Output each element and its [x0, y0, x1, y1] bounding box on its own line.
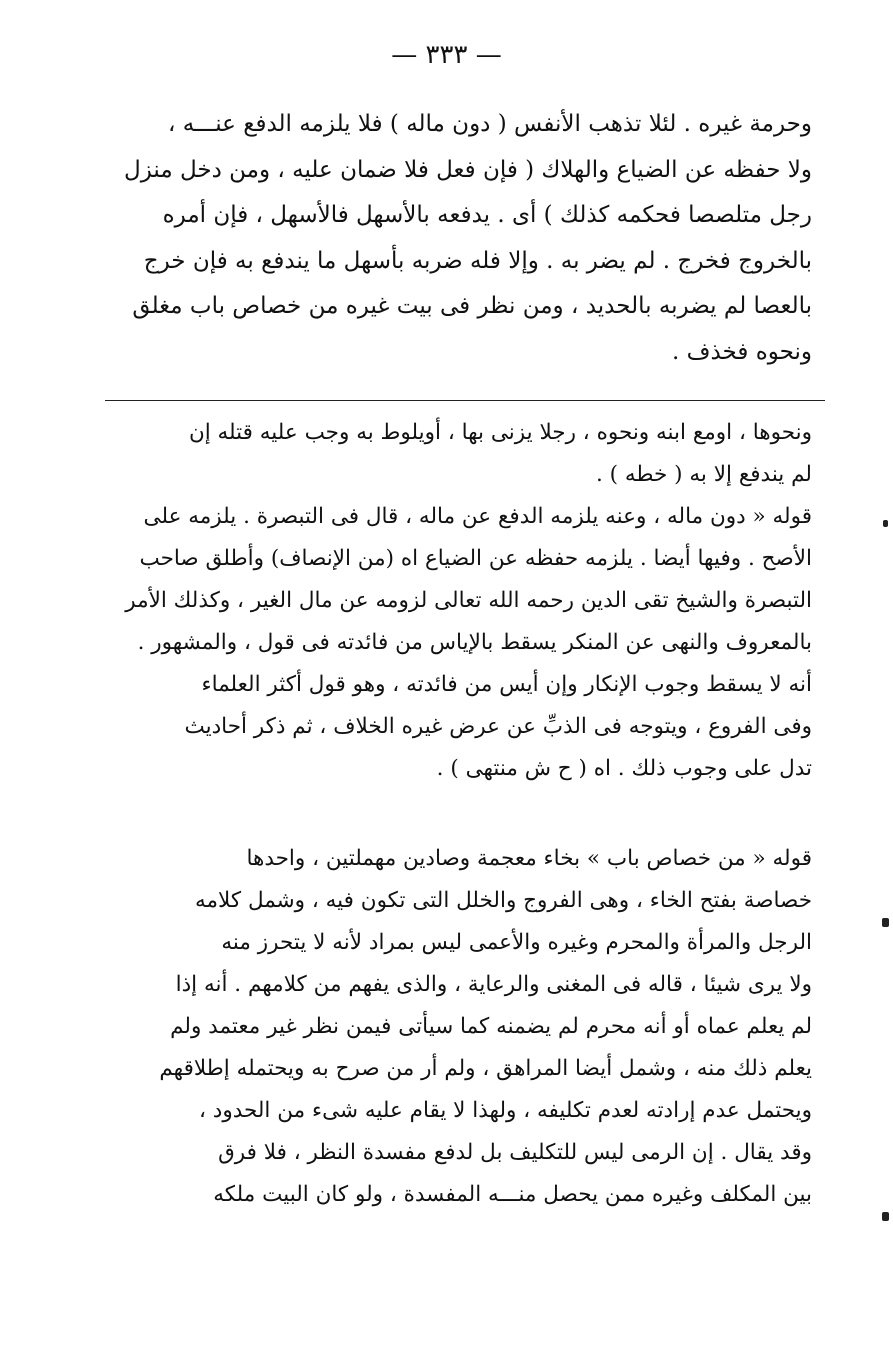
commentary-line: ونحوها ، اومع ابنه ونحوه ، رجلا يزنى بها ، أويلوط به وجب عليه قتله إن — [188, 420, 812, 445]
commentary-line: يعلم ذلك منه ، وشمل أيضا المراهق ، ولم أر من صرح به ويحتمله إطلاقهم — [159, 1056, 812, 1081]
page-number: — ٣٣٣ — — [391, 40, 502, 70]
main-text-block — [112, 102, 812, 375]
main-text-line: وحرمة غيره . لئلا تذهب الأنفس ( دون ماله ) فلا يلزمه الدفع عنـــه ، — [167, 111, 812, 137]
main-text-line: ونحوه فخذف . — [672, 338, 812, 365]
commentary-line: لم يندفع إلا به ( خطه ) . — [596, 462, 812, 487]
commentary-line: الرجل والمرأة والمحرم وغيره والأعمى ليس بمراد لأنه لا يتحرز منه — [221, 930, 812, 955]
commentary-line: بين المكلف وغيره ممن يحصل منـــه المفسدة ، ولو كان البيت ملكه — [213, 1182, 812, 1207]
commentary-paragraph-2 — [112, 496, 812, 790]
commentary-line: بالمعروف والنهى عن المنكر يسقط بالإياس من فائدته فى قول ، والمشهور . — [137, 630, 812, 655]
commentary-line: تدل على وجوب ذلك . اه ( ح ش منتهى ) . — [436, 756, 812, 781]
commentary-line: لم يعلم عماه أو أنه محرم لم يضمنه كما سيأتى فيمن نظر غير معتمد ولم — [170, 1014, 812, 1039]
main-text-line: بالخروج فخرج . لم يضر به . وإلا فله ضربه بأسهل ما يندفع به فإن خرج — [143, 247, 812, 274]
commentary-line: أنه لا يسقط وجوب الإنكار وإن أيس من فائدته ، وهو قول أكثر العلماء — [201, 672, 812, 697]
commentary-line: وقد يقال . إن الرمى ليس للتكليف بل لدفع مفسدة النظر ، فلا فرق — [218, 1140, 812, 1165]
commentary-paragraph-3 — [112, 838, 812, 1216]
commentary-line: قوله « من خصاص باب » بخاء معجمة وصادين مهملتين ، واحدها — [246, 846, 812, 871]
scan-mark — [882, 918, 889, 927]
commentary-line: ويحتمل عدم إرادته لعدم تكليفه ، ولهذا لا يقام عليه شىء من الحدود ، — [198, 1098, 812, 1123]
footnote-divider — [105, 400, 825, 401]
main-text-line: بالعصا لم يضربه بالحديد ، ومن نظر فى بيت غيره من خصاص باب مغلق — [132, 293, 812, 319]
commentary-line: ولا يرى شيئا ، قاله فى المغنى والرعاية ، والذى يفهم من كلامهم . أنه إذا — [175, 972, 812, 997]
commentary-line: الأصح . وفيها أيضا . يلزمه حفظه عن الضياع اه (من الإنصاف) وأطلق صاحب — [139, 546, 812, 571]
commentary-line: وفى الفروع ، ويتوجه فى الذبِّ عن عرض غيره الخلاف ، ثم ذكر أحاديث — [184, 714, 812, 739]
scan-mark — [882, 1212, 889, 1221]
main-text-line: ولا حفظه عن الضياع والهلاك ( فإن فعل فلا ضمان عليه ، ومن دخل منزل — [124, 156, 812, 183]
commentary-paragraph-1 — [112, 412, 812, 496]
main-text-line: رجل متلصصا فحكمه كذلك ) أى . يدفعه بالأسهل فالأسهل ، فإن أمره — [162, 202, 812, 228]
scan-mark — [883, 520, 888, 527]
commentary-line: خصاصة بفتح الخاء ، وهى الفروج والخلل التى تكون فيه ، وشمل كلامه — [195, 888, 812, 913]
commentary-line: التبصرة والشيخ تقى الدين رحمه الله تعالى لزومه عن مال الغير ، وكذلك الأمر — [125, 588, 812, 613]
commentary-line: قوله « دون ماله ، وعنه يلزمه الدفع عن ماله ، قال فى التبصرة . يلزمه على — [143, 504, 812, 529]
